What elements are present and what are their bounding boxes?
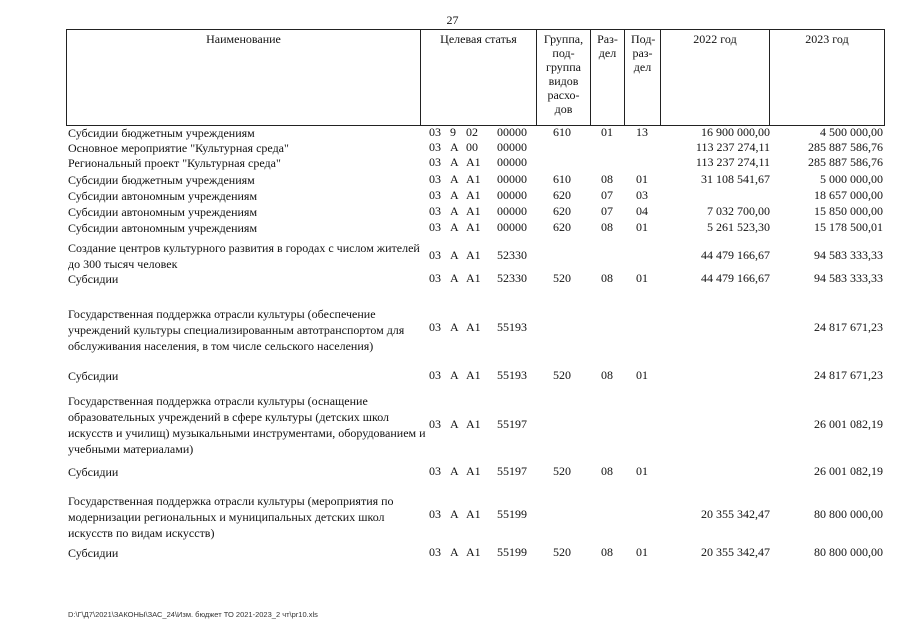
row-name: Субсидии автономным учреждениям bbox=[68, 205, 258, 219]
target-code-direction: 55193 bbox=[497, 368, 527, 382]
target-code-event: А1 bbox=[466, 368, 481, 382]
target-code-subprogram: А bbox=[450, 271, 459, 285]
subsection-code: 01 bbox=[636, 545, 648, 559]
target-code-event: А1 bbox=[466, 320, 481, 334]
target-code-direction: 52330 bbox=[497, 248, 527, 262]
section-code: 08 bbox=[601, 545, 613, 559]
page-number: 27 bbox=[446, 13, 459, 27]
amount-2023: 285 887 586,76 bbox=[808, 140, 883, 154]
section-code: 08 bbox=[601, 271, 613, 285]
target-code-subprogram: А bbox=[450, 545, 459, 559]
row-name: Субсидии автономным учреждениям bbox=[68, 221, 258, 235]
target-code-program: 03 bbox=[429, 368, 441, 382]
target-code-program: 03 bbox=[429, 125, 441, 139]
expense-group: 520 bbox=[553, 464, 571, 478]
target-code-direction: 55197 bbox=[497, 464, 527, 478]
section-code: 07 bbox=[601, 204, 613, 218]
target-code-program: 03 bbox=[429, 464, 441, 478]
amount-2023: 5 000 000,00 bbox=[820, 172, 883, 186]
row-name: Государственная поддержка отрасли культуры (оснащение образовательных учреждений в сфере культуры (детских школ искусств и училищ) музыкальными инструментами, оборудованием и учебными материалами) bbox=[68, 394, 426, 456]
amount-2022: 113 237 274,11 bbox=[695, 155, 770, 169]
target-code-program: 03 bbox=[429, 140, 441, 154]
row-name: Субсидии bbox=[68, 272, 119, 286]
target-code-event: А1 bbox=[466, 464, 481, 478]
section-code: 08 bbox=[601, 368, 613, 382]
amount-2023: 94 583 333,33 bbox=[814, 248, 883, 262]
target-code-subprogram: А bbox=[450, 172, 459, 186]
target-code-event: А1 bbox=[466, 220, 481, 234]
section-code: 08 bbox=[601, 172, 613, 186]
amount-2023: 26 001 082,19 bbox=[814, 417, 883, 431]
row-name: Субсидии бюджетным учреждениям bbox=[68, 126, 255, 140]
target-code-program: 03 bbox=[429, 155, 441, 169]
target-code-direction: 55199 bbox=[497, 545, 527, 559]
header-subsection: Под-раз-дел bbox=[624, 29, 661, 126]
target-code-program: 03 bbox=[429, 188, 441, 202]
row-name: Субсидии bbox=[68, 369, 119, 383]
target-code-event: А1 bbox=[466, 417, 481, 431]
target-code-subprogram: А bbox=[450, 188, 459, 202]
header-target: Целевая статья bbox=[420, 29, 537, 126]
subsection-code: 01 bbox=[636, 464, 648, 478]
amount-2023: 26 001 082,19 bbox=[814, 464, 883, 478]
target-code-direction: 55197 bbox=[497, 417, 527, 431]
row-name: Государственная поддержка отрасли культуры (обеспечение учреждений культуры специализированным автотранспортом для обслуживания населения, в том числе сельского населения) bbox=[68, 307, 405, 353]
amount-2023: 80 800 000,00 bbox=[814, 545, 883, 559]
target-code-event: 00 bbox=[466, 140, 478, 154]
subsection-code: 01 bbox=[636, 271, 648, 285]
amount-2023: 80 800 000,00 bbox=[814, 507, 883, 521]
target-code-program: 03 bbox=[429, 172, 441, 186]
file-path-footer: D:\Г\Д7\2021\ЗАКОНЫ\ЗАС_24\Изм. бюджет ТО 2021-2023_2 чт\pr10.xls bbox=[68, 610, 318, 619]
amount-2022: 20 355 342,47 bbox=[701, 507, 770, 521]
row-name: Государственная поддержка отрасли культуры (мероприятия по модернизации региональных и муниципальных детских школ искусств по видам искусств) bbox=[68, 494, 394, 540]
amount-2022: 113 237 274,11 bbox=[695, 140, 770, 154]
target-code-direction: 55199 bbox=[497, 507, 527, 521]
target-code-subprogram: 9 bbox=[450, 125, 456, 139]
amount-2023: 24 817 671,23 bbox=[814, 320, 883, 334]
target-code-subprogram: А bbox=[450, 220, 459, 234]
target-code-event: А1 bbox=[466, 271, 481, 285]
target-code-program: 03 bbox=[429, 545, 441, 559]
target-code-subprogram: А bbox=[450, 140, 459, 154]
amount-2022: 44 479 166,67 bbox=[701, 248, 770, 262]
row-name: Субсидии автономным учреждениям bbox=[68, 189, 258, 203]
target-code-subprogram: А bbox=[450, 507, 459, 521]
expense-group: 620 bbox=[553, 204, 571, 218]
amount-2023: 4 500 000,00 bbox=[820, 125, 883, 139]
subsection-code: 01 bbox=[636, 172, 648, 186]
expense-group: 620 bbox=[553, 220, 571, 234]
amount-2022: 5 261 523,30 bbox=[707, 220, 770, 234]
target-code-direction: 52330 bbox=[497, 271, 527, 285]
row-name: Основное мероприятие "Культурная среда" bbox=[68, 141, 289, 155]
target-code-event: 02 bbox=[466, 125, 478, 139]
amount-2022: 16 900 000,00 bbox=[701, 125, 770, 139]
target-code-program: 03 bbox=[429, 417, 441, 431]
target-code-subprogram: А bbox=[450, 320, 459, 334]
header-2022: 2022 год bbox=[660, 29, 770, 126]
expense-group: 610 bbox=[553, 125, 571, 139]
subsection-code: 04 bbox=[636, 204, 648, 218]
header-2023: 2023 год bbox=[769, 29, 885, 126]
target-code-direction: 55193 bbox=[497, 320, 527, 334]
target-code-subprogram: А bbox=[450, 248, 459, 262]
expense-group: 610 bbox=[553, 172, 571, 186]
expense-group: 520 bbox=[553, 545, 571, 559]
target-code-event: А1 bbox=[466, 155, 481, 169]
header-group: Группа, под-группа видов расхо-дов bbox=[536, 29, 591, 126]
row-name: Региональный проект "Культурная среда" bbox=[68, 156, 281, 170]
row-name: Субсидии bbox=[68, 546, 119, 560]
target-code-event: А1 bbox=[466, 545, 481, 559]
target-code-program: 03 bbox=[429, 271, 441, 285]
subsection-code: 01 bbox=[636, 220, 648, 234]
subsection-code: 01 bbox=[636, 368, 648, 382]
section-code: 07 bbox=[601, 188, 613, 202]
row-name: Субсидии бюджетным учреждениям bbox=[68, 173, 255, 187]
target-code-direction: 00000 bbox=[497, 125, 527, 139]
amount-2022: 44 479 166,67 bbox=[701, 271, 770, 285]
target-code-subprogram: А bbox=[450, 368, 459, 382]
amount-2023: 24 817 671,23 bbox=[814, 368, 883, 382]
amount-2023: 285 887 586,76 bbox=[808, 155, 883, 169]
target-code-direction: 00000 bbox=[497, 204, 527, 218]
section-code: 08 bbox=[601, 464, 613, 478]
header-name: Наименование bbox=[66, 29, 421, 126]
target-code-program: 03 bbox=[429, 320, 441, 334]
subsection-code: 03 bbox=[636, 188, 648, 202]
target-code-direction: 00000 bbox=[497, 155, 527, 169]
target-code-event: А1 bbox=[466, 172, 481, 186]
expense-group: 520 bbox=[553, 271, 571, 285]
amount-2022: 7 032 700,00 bbox=[707, 204, 770, 218]
target-code-event: А1 bbox=[466, 188, 481, 202]
target-code-program: 03 bbox=[429, 507, 441, 521]
row-name: Создание центров культурного развития в городах с числом жителей до 300 тысяч человек bbox=[68, 241, 420, 271]
target-code-subprogram: А bbox=[450, 155, 459, 169]
row-name: Субсидии bbox=[68, 465, 119, 479]
expense-group: 620 bbox=[553, 188, 571, 202]
target-code-event: А1 bbox=[466, 507, 481, 521]
target-code-direction: 00000 bbox=[497, 220, 527, 234]
amount-2023: 15 850 000,00 bbox=[814, 204, 883, 218]
section-code: 08 bbox=[601, 220, 613, 234]
target-code-direction: 00000 bbox=[497, 140, 527, 154]
target-code-program: 03 bbox=[429, 204, 441, 218]
amount-2023: 94 583 333,33 bbox=[814, 271, 883, 285]
target-code-event: А1 bbox=[466, 204, 481, 218]
target-code-direction: 00000 bbox=[497, 172, 527, 186]
amount-2023: 15 178 500,01 bbox=[814, 220, 883, 234]
target-code-subprogram: А bbox=[450, 464, 459, 478]
target-code-event: А1 bbox=[466, 248, 481, 262]
target-code-direction: 00000 bbox=[497, 188, 527, 202]
amount-2023: 18 657 000,00 bbox=[814, 188, 883, 202]
subsection-code: 13 bbox=[636, 125, 648, 139]
amount-2022: 31 108 541,67 bbox=[701, 172, 770, 186]
target-code-subprogram: А bbox=[450, 204, 459, 218]
expense-group: 520 bbox=[553, 368, 571, 382]
target-code-subprogram: А bbox=[450, 417, 459, 431]
section-code: 01 bbox=[601, 125, 613, 139]
target-code-program: 03 bbox=[429, 220, 441, 234]
header-section: Раз-дел bbox=[590, 29, 625, 126]
amount-2022: 20 355 342,47 bbox=[701, 545, 770, 559]
target-code-program: 03 bbox=[429, 248, 441, 262]
